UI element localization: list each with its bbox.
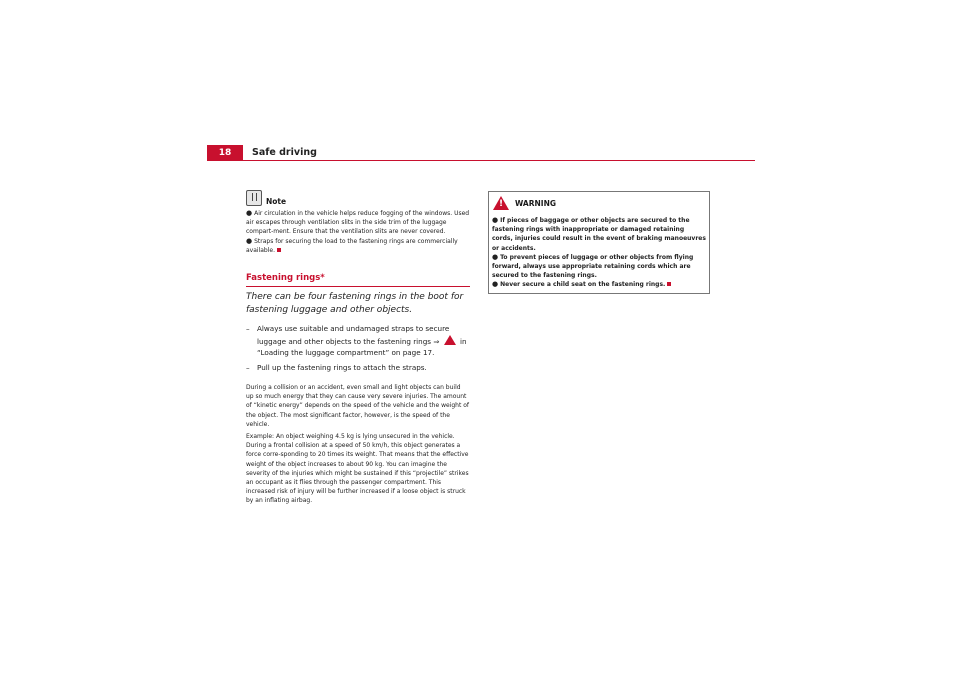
warning-box <box>488 191 710 294</box>
instruction-step: – Always use suitable and undamaged straps to secure luggage and other objects to the fastening rings ⇒ in “Loading the luggage compartment” on page 17. <box>246 324 467 358</box>
body-text <box>246 383 470 506</box>
right-column <box>488 191 710 294</box>
page-number: 18 <box>207 145 243 161</box>
bullet-icon: ● <box>246 236 253 245</box>
section-heading: Fastening rings* <box>246 273 470 287</box>
warning-item: ● Never secure a child seat on the fastening rings. <box>489 280 709 289</box>
bullet-icon: ● <box>492 280 499 289</box>
left-column <box>246 190 470 509</box>
warning-triangle-icon <box>444 335 456 345</box>
page-header <box>207 145 755 161</box>
paragraph: During a collision or an accident, even small and light objects can build up so much energy that they can cause very severe injuries. The amount of “kinetic energy” depends on the speed of the vehicle and the weight of the object. The most significant factor, however, is the speed of the vehicle. <box>246 384 469 428</box>
note-icon <box>246 190 262 206</box>
bullet-icon: ● <box>492 216 499 224</box>
note-header <box>246 190 470 206</box>
warning-label: WARNING <box>515 198 557 208</box>
note-item: ● Air circulation in the vehicle helps reduce fogging of the windows. Used air escapes through ventilation slits in the side trim of the luggage compart-ment. Ensure that the ventilation slits are never covered. <box>246 209 470 236</box>
warning-item: ● If pieces of baggage or other objects are secured to the fastening rings with inappropriate or damaged retaining cords, injuries could result in the event of braking manoeuvres or accidents. <box>492 216 706 252</box>
end-of-section-icon <box>277 248 281 252</box>
note-label: Note <box>266 197 287 206</box>
paragraph: Example: An object weighing 4.5 kg is lying unsecured in the vehicle. During a frontal collision at a speed of 50 km/h, this object generates a force corre-sponding to 20 times its weight. That means that the effective weight of the object increases to about 90 kg. You can imagine the severity of the injuries which might be sustained if this “projectile” strikes an occupant as it flies through the passenger compartment. This increased risk of injury will be further increased if a loose object is struck by an inflating airbag. <box>246 433 469 505</box>
header-divider <box>243 160 755 161</box>
warning-triangle-icon <box>493 196 509 210</box>
warning-item: ● To prevent pieces of luggage or other objects from flying forward, always use appropriate retaining cords which are secured to the fastening rings. <box>492 252 694 280</box>
section-intro: There can be four fastening rings in the boot for fastening luggage and other objects. <box>246 292 464 315</box>
instruction-step: – Pull up the fastening rings to attach the straps. <box>246 362 427 372</box>
bullet-icon: ● <box>246 209 253 217</box>
chapter-title: Safe driving <box>252 147 317 158</box>
note-item: ● Straps for securing the load to the fastening rings are commercially available. <box>246 236 458 254</box>
warning-header <box>489 192 709 216</box>
end-of-section-icon <box>667 282 671 286</box>
instruction-steps <box>246 323 470 373</box>
bullet-icon: ● <box>492 252 499 261</box>
